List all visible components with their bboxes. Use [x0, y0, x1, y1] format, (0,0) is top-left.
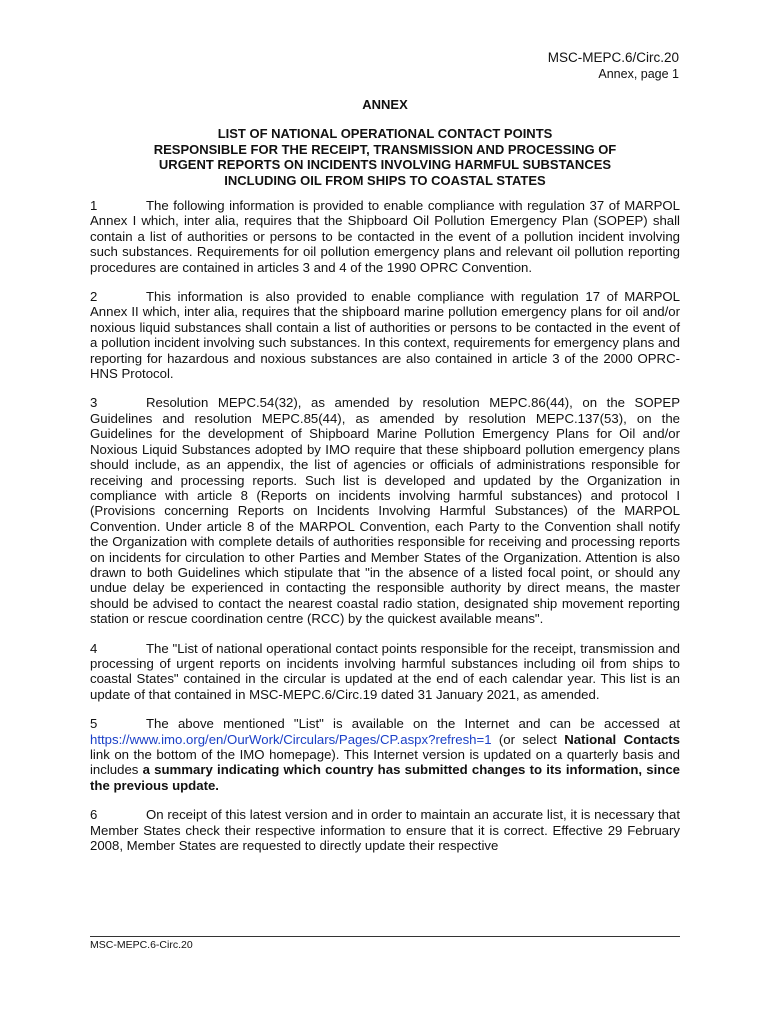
paragraph-text: On receipt of this latest version and in order to maintain an accurate list, it is necessary that Member States check their respective information to ensure that it is correct. Effective 29 February 2008, Member States are requested to directly update their respective: [90, 807, 680, 854]
paragraph-3: [90, 395, 680, 626]
paragraph-number: 3: [90, 395, 98, 411]
paragraph-number: 6: [90, 807, 98, 823]
list-title-line: INCLUDING OIL FROM SHIPS TO COASTAL STATES: [224, 172, 546, 188]
imo-circulars-link[interactable]: https://www.imo.org/en/OurWork/Circulars/Pages/CP.aspx?refresh=1: [90, 731, 492, 747]
paragraph-number: 4: [90, 640, 98, 656]
paragraph-1: [90, 198, 680, 275]
national-contacts-text: National Contacts: [564, 731, 681, 747]
paragraph-text: Resolution MEPC.54(32), as amended by resolution MEPC.86(44), on the SOPEP Guidelines and resolution MEPC.85(44), as amended by resolution MEPC.137(53), on the Guidelines for the development of Shipboard Marine Pollution Emergency Plans for Oil and/or Noxious Liquid Substances adopted by IMO require that these shipboard pollution emergency plans should include, as an appendix, the list of agencies or officials of administrations responsible for receiving and processing reports. Such list is developed and updated by the Organization in compliance with article 8 (Reports on incidents involving harmful substances) and protocol I (Provisions concerning Reports on Incidents Involving Harmful Substances) of the MARPOL Convention. Under article 8 of the MARPOL Convention, each Party to the Convention shall notify the Organization with complete details of authorities responsible for receiving and processing reports on incidents for circulation to other Parties and Member States of the Organization. Attention is also drawn to both Guidelines which stipulate that "in the absence of a listed focal point, or should any undue delay be experienced in contacting the responsible authority by direct means, the master should be advised to contact the nearest coastal radio station, designated ship movement reporting station or rescue coordination centre (RCC) by the quickest available means".: [90, 395, 680, 627]
list-title: [90, 126, 680, 188]
list-title-line: RESPONSIBLE FOR THE RECEIPT, TRANSMISSION AND PROCESSING OF: [153, 141, 617, 157]
paragraph-text: The "List of national operational contact points responsible for the receipt, transmission and processing of urgent reports on incidents involving harmful substances including oil from ships to coastal States" contained in the circular is updated at the end of each calendar year. This list is an update of that contained in MSC-MEPC.6/Circ.19 dated 31 January 2021, as amended.: [90, 640, 680, 702]
paragraph-4: [90, 641, 680, 703]
paragraph-6: [90, 807, 680, 853]
paragraph-text: The following information is provided to enable compliance with regulation 37 of MARPOL Annex I which, inter alia, requires that the Shipboard Oil Pollution Emergency Plan (SOPEP) shall contain a list of authorities or persons to be contacted in the event of a pollution incident involving such substances. Requirements for oil pollution emergency plans and relevant oil pollution reporting procedures are contained in articles 3 and 4 of the 1990 OPRC Convention.: [90, 198, 680, 275]
list-title-line: URGENT REPORTS ON INCIDENTS INVOLVING HARMFUL SUBSTANCES: [158, 157, 612, 172]
summary-emphasis-text: a summary indicating which country has submitted changes to its information, since the previous update.: [90, 762, 680, 793]
paragraph-number: 2: [90, 289, 98, 305]
paragraph-5: [90, 716, 680, 793]
paragraph-text: The above mentioned "List" is available on the Internet and can be accessed at: [146, 716, 680, 732]
paragraph-text: This information is also provided to enable compliance with regulation 17 of MARPOL Annex II which, inter alia, requires that the shipboard marine pollution emergency plans for oil and/or noxious liquid substances shall contain a list of authorities or persons to be contacted in the event of a pollution incident involving such substances. In this context, requirements for emergency plans and reporting for hazardous and noxious substances are also contained in article 3 of the 2000 OPRC-HNS Protocol.: [90, 289, 680, 382]
document-reference: MSC-MEPC.6/Circ.20: [547, 50, 679, 65]
page-footer: MSC-MEPC.6-Circ.20: [90, 939, 193, 951]
annex-title: ANNEX: [362, 97, 408, 112]
paragraph-text: (or select: [491, 731, 565, 747]
paragraph-text: link on the bottom of the IMO homepage). This Internet version is updated on a quarterly basis and includes: [90, 747, 680, 778]
page-header: [548, 50, 679, 82]
list-title-line: LIST OF NATIONAL OPERATIONAL CONTACT POINTS: [217, 126, 553, 141]
page-number: Annex, page 1: [598, 67, 679, 81]
paragraph-2: [90, 289, 680, 381]
document-body: [90, 198, 680, 867]
footer-divider: [90, 936, 680, 937]
paragraph-number: 1: [90, 198, 98, 213]
paragraph-number: 5: [90, 716, 98, 732]
